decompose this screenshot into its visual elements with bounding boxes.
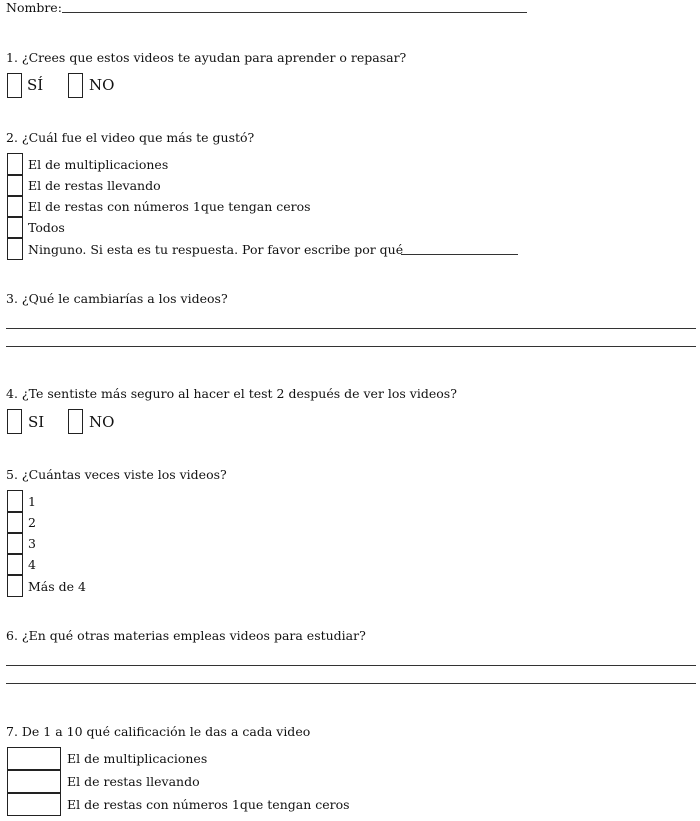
- checkbox-si[interactable]: [7, 73, 22, 98]
- option-q5-2: 2: [28, 515, 36, 530]
- name-label: Nombre:: [6, 0, 62, 15]
- checkbox-q5-3[interactable]: [7, 533, 23, 554]
- rating-box-multiplicaciones[interactable]: [7, 747, 61, 770]
- answer-line-q6-2[interactable]: [6, 683, 696, 684]
- option-q2-3: El de restas con números 1que tengan ceros: [28, 199, 311, 214]
- checkbox-q2-5[interactable]: [7, 238, 23, 260]
- name-field[interactable]: [62, 12, 527, 13]
- checkbox-no-q4[interactable]: [68, 409, 83, 434]
- checkbox-q5-1[interactable]: [7, 490, 23, 512]
- option-q2-2: El de restas llevando: [28, 178, 161, 193]
- checkbox-q2-4[interactable]: [7, 217, 23, 238]
- question-7: 7. De 1 a 10 qué calificación le das a cada video: [6, 724, 311, 739]
- option-q2-1: El de multiplicaciones: [28, 157, 169, 172]
- answer-line-q3-2[interactable]: [6, 346, 696, 347]
- checkbox-q5-5[interactable]: [7, 575, 23, 597]
- question-1: 1. ¿Crees que estos videos te ayudan para aprender o repasar?: [6, 50, 407, 65]
- reason-field[interactable]: [401, 254, 518, 255]
- option-q5-5: Más de 4: [28, 579, 86, 594]
- option-si-q4-label: SI: [28, 413, 45, 431]
- question-4: 4. ¿Te sentiste más seguro al hacer el test 2 después de ver los videos?: [6, 386, 457, 401]
- option-q5-1: 1: [28, 494, 36, 509]
- answer-line-q6-1[interactable]: [6, 665, 696, 666]
- checkbox-si-q4[interactable]: [7, 409, 22, 434]
- rating-label-restas-ceros: El de restas con números 1que tengan ceros: [67, 797, 350, 812]
- checkbox-q2-2[interactable]: [7, 175, 23, 196]
- rating-box-restas-ceros[interactable]: [7, 793, 61, 816]
- checkbox-q2-1[interactable]: [7, 153, 23, 175]
- option-no-q4-label: NO: [89, 413, 115, 431]
- rating-label-multiplicaciones: El de multiplicaciones: [67, 751, 208, 766]
- question-5: 5. ¿Cuántas veces viste los videos?: [6, 467, 227, 482]
- option-q2-5: Ninguno. Si esta es tu respuesta. Por favor escribe por qué: [28, 242, 404, 257]
- rating-box-restas-llevando[interactable]: [7, 770, 61, 793]
- question-2: 2. ¿Cuál fue el video que más te gustó?: [6, 130, 255, 145]
- option-q2-4: Todos: [28, 220, 65, 235]
- option-q5-3: 3: [28, 536, 36, 551]
- question-3: 3. ¿Qué le cambiarías a los videos?: [6, 291, 228, 306]
- checkbox-q5-2[interactable]: [7, 512, 23, 533]
- option-si-label: SÍ: [27, 76, 44, 94]
- answer-line-q3-1[interactable]: [6, 328, 696, 329]
- option-q5-4: 4: [28, 557, 36, 572]
- checkbox-q2-3[interactable]: [7, 196, 23, 217]
- option-no-label: NO: [89, 76, 115, 94]
- checkbox-no[interactable]: [68, 73, 83, 98]
- question-6: 6. ¿En qué otras materias empleas videos para estudiar?: [6, 628, 366, 643]
- checkbox-q5-4[interactable]: [7, 554, 23, 575]
- rating-label-restas-llevando: El de restas llevando: [67, 774, 200, 789]
